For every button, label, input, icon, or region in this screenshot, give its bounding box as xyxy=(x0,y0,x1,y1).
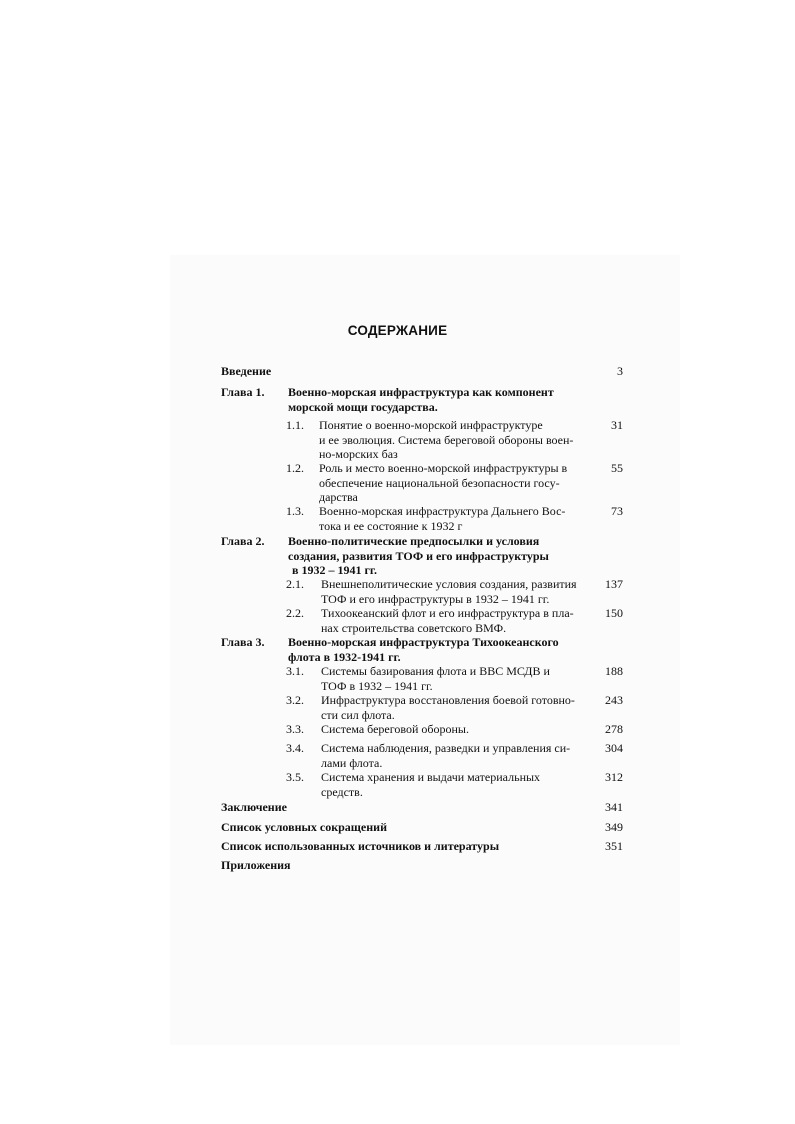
chapter-2-title-line-1[interactable]: Военно-политические предпосылки и условия xyxy=(288,534,540,548)
section-1-3-number: 1.3. xyxy=(286,504,304,518)
section-2-1-page: 137 xyxy=(605,577,623,591)
toc-sources-page: 351 xyxy=(605,839,623,853)
section-1-3-page: 73 xyxy=(611,504,623,518)
section-1-1-line-2[interactable]: и ее эволюция. Система береговой обороны воен- xyxy=(319,432,574,447)
chapter-1-title-line-1[interactable]: Военно-морская инфраструктура как компонент xyxy=(288,385,554,399)
section-3-5-page: 312 xyxy=(605,770,623,784)
chapter-2-label: Глава 2. xyxy=(221,534,265,548)
chapter-3-label: Глава 3. xyxy=(221,635,265,649)
section-1-2-line-1[interactable]: Роль и место военно-морской инфраструктуры в xyxy=(319,461,568,475)
section-2-2-line-2[interactable]: нах строительства советского ВМФ. xyxy=(321,620,507,635)
section-3-2-page: 243 xyxy=(605,693,623,707)
toc-abbreviations-label[interactable]: Список условных сокращений xyxy=(221,820,388,834)
chapter-2-title-line-3[interactable]: в 1932 – 1941 гг. xyxy=(292,563,378,577)
section-3-4-page: 304 xyxy=(605,741,623,755)
toc-intro-label[interactable]: Введение xyxy=(221,364,272,378)
chapter-3-title-line-2[interactable]: флота в 1932-1941 гг. xyxy=(288,649,401,664)
section-2-2-number: 2.2. xyxy=(286,606,304,620)
chapter-1-label: Глава 1. xyxy=(221,385,265,399)
section-1-1-number: 1.1. xyxy=(286,418,304,432)
section-2-1-line-2[interactable]: ТОФ и его инфраструктуры в 1932 – 1941 гг. xyxy=(321,591,550,606)
section-1-2-page: 55 xyxy=(611,461,623,475)
toc-appendices-label[interactable]: Приложения xyxy=(221,858,291,872)
section-1-2-line-2[interactable]: обеспечение национальной безопасности госу- xyxy=(319,475,560,490)
section-3-3-number: 3.3. xyxy=(286,722,304,736)
toc-sources-label[interactable]: Список использованных источников и литературы xyxy=(221,839,500,853)
section-2-2-line-1[interactable]: Тихоокеанский флот и его инфраструктура в пла- xyxy=(321,606,574,620)
section-3-2-line-2[interactable]: сти сил флота. xyxy=(321,707,395,722)
section-3-3-line-1[interactable]: Система береговой обороны. xyxy=(321,722,469,736)
page-title: СОДЕРЖАНИЕ xyxy=(347,323,448,338)
section-2-2-page: 150 xyxy=(605,606,623,620)
section-3-4-number: 3.4. xyxy=(286,741,304,755)
chapter-3-title-line-1[interactable]: Военно-морская инфраструктура Тихоокеанского xyxy=(288,635,559,649)
toc-abbreviations-page: 349 xyxy=(605,820,623,834)
section-2-1-number: 2.1. xyxy=(286,577,304,591)
section-3-1-line-2[interactable]: ТОФ в 1932 – 1941 гг. xyxy=(321,678,433,693)
toc-intro-page: 3 xyxy=(617,364,623,378)
toc-conclusion-label[interactable]: Заключение xyxy=(221,800,287,814)
section-3-3-page: 278 xyxy=(605,722,623,736)
chapter-2-title-line-2[interactable]: создания, развития ТОФ и его инфраструктуры xyxy=(288,548,549,563)
section-1-3-line-1[interactable]: Военно-морская инфраструктура Дальнего Вос- xyxy=(319,504,566,518)
section-2-1-line-1[interactable]: Внешнеполитические условия создания, развития xyxy=(321,577,577,591)
section-1-1-page: 31 xyxy=(611,418,623,432)
section-3-1-line-1[interactable]: Системы базирования флота и ВВС МСДВ и xyxy=(321,664,550,678)
section-1-1-line-3[interactable]: но-морских баз xyxy=(319,447,398,461)
section-3-4-line-1[interactable]: Система наблюдения, разведки и управления си- xyxy=(321,741,571,755)
chapter-1-title-line-2[interactable]: морской мощи государства. xyxy=(288,399,438,414)
section-1-2-number: 1.2. xyxy=(286,461,304,475)
section-3-1-page: 188 xyxy=(605,664,623,678)
section-1-3-line-2[interactable]: тока и ее состояние к 1932 г xyxy=(319,518,463,533)
section-1-2-line-3[interactable]: дарства xyxy=(319,490,358,504)
section-3-5-line-2[interactable]: средств. xyxy=(321,784,363,799)
section-3-1-number: 3.1. xyxy=(286,664,304,678)
section-3-2-line-1[interactable]: Инфраструктура восстановления боевой готовно- xyxy=(321,693,575,707)
toc-conclusion-page: 341 xyxy=(605,800,623,814)
section-3-4-line-2[interactable]: лами флота. xyxy=(321,755,383,770)
section-3-5-number: 3.5. xyxy=(286,770,304,784)
section-3-5-line-1[interactable]: Система хранения и выдачи материальных xyxy=(321,770,541,784)
section-1-1-line-1[interactable]: Понятие о военно-морской инфраструктуре xyxy=(319,418,543,432)
section-3-2-number: 3.2. xyxy=(286,693,304,707)
